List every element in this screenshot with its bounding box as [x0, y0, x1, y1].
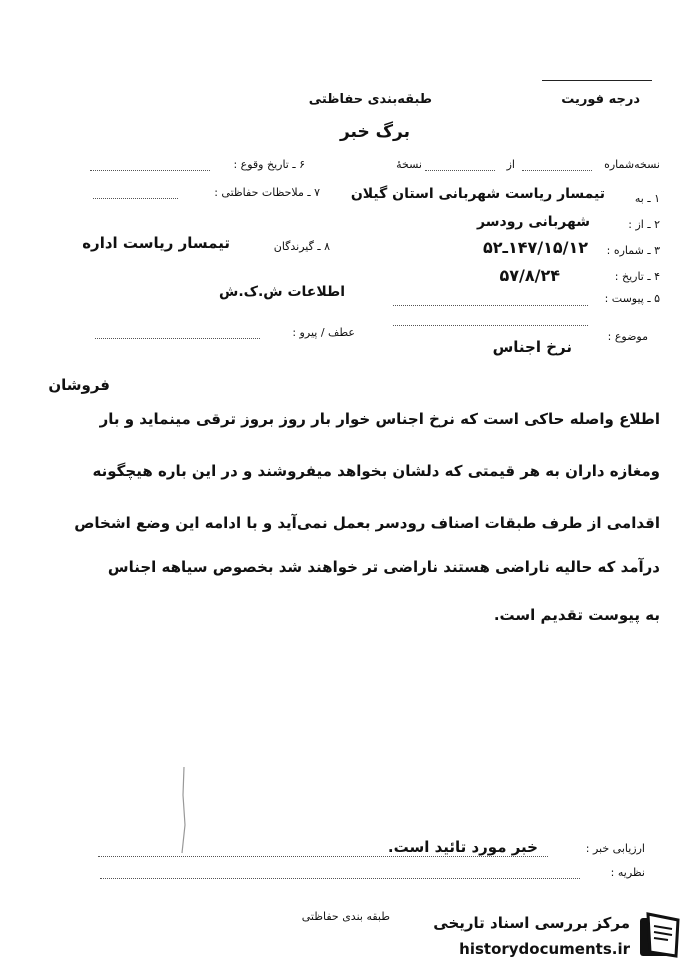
- watermark-logo: [432, 908, 682, 968]
- date-label: ۴ ـ تاریخ :: [614, 270, 660, 283]
- evaluation-value: خبر مورد تائید است.: [387, 838, 538, 856]
- recipients-label: ۸ ـ گیرندگان: [273, 240, 330, 253]
- form-title: برگ خبر: [339, 122, 410, 142]
- watermark-title: مرکز بررسی اسناد تاریخی: [433, 914, 630, 932]
- document-stack-icon: [638, 912, 682, 960]
- date-of-event-label: ۶ ـ تاریخ وقوع :: [233, 158, 305, 171]
- to-label: ۱ ـ به: [634, 192, 660, 205]
- margin-mark: [174, 765, 194, 855]
- date-value: ۵۷/۸/۲۴: [499, 266, 560, 285]
- from-value: شهربانی رودسر: [477, 214, 590, 230]
- evaluation-label: ارزیابی خبر :: [585, 842, 645, 855]
- reference-dots: [95, 338, 260, 339]
- evaluation-dots: [98, 856, 548, 857]
- classification-top: طبقه‌بندی حفاظتی: [308, 92, 432, 107]
- attachment-dots: [393, 305, 588, 306]
- of-label: از: [506, 158, 515, 171]
- of-dots: [425, 170, 495, 171]
- body-line-5: به پیوست تقدیم است.: [493, 606, 660, 624]
- priority-label: درجه فوریت: [561, 92, 640, 107]
- protective-notes-dots: [93, 198, 178, 199]
- body-line-2: ومغازه داران به هر قیمتی که دلشان بخواهد میفروشند و در این باره هیچگونه: [92, 462, 660, 480]
- copy-label: نسخهٔ: [396, 158, 422, 171]
- copy-number-label: نسخه‌شماره: [604, 158, 660, 171]
- to-value: تیمسار ریاست شهربانی استان گیلان: [350, 186, 605, 202]
- number-value: ۱۴۷/۱۵/۱۲ـ۵۲: [482, 238, 588, 257]
- opinion-label: نظریه :: [610, 866, 645, 879]
- subject-dots: [393, 325, 588, 326]
- recipients-value-1: تیمسار ریاست اداره: [82, 234, 230, 252]
- priority-underline: [542, 80, 652, 81]
- recipients-value-2: اطلاعات ش.ک.ش: [219, 284, 345, 300]
- attachment-label: ۵ ـ پیوست :: [604, 292, 660, 305]
- subject-value: نرخ اجناس: [492, 338, 572, 356]
- subject-label: موضوع :: [607, 330, 648, 343]
- number-label: ۳ ـ شماره :: [606, 244, 660, 257]
- body-line-4: درآمد که حالیه ناراضی هستند ناراضی تر خواهند شد بخصوص سیاهه اجناس: [107, 558, 660, 576]
- copy-number-dots: [522, 170, 592, 171]
- protective-notes-label: ۷ ـ ملاحظات حفاظتی :: [214, 186, 320, 199]
- opinion-dots: [100, 878, 580, 879]
- classification-bottom: طبقه بندی حفاظتی: [301, 910, 390, 923]
- body-line-3: اقدامی از طرف طبقات اصناف رودسر بعمل نمی‌آید و با ادامه این وضع اشخاص: [74, 514, 660, 532]
- date-of-event-dots: [90, 170, 210, 171]
- reference-label: عطف / پیرو :: [292, 326, 355, 339]
- from-label: ۲ ـ از :: [628, 218, 660, 231]
- watermark-url: historydocuments.ir: [459, 940, 630, 958]
- body-line-1: اطلاع واصله حاکی است که نرخ اجناس خوار بار روز بروز ترقی مینماید و بار: [99, 410, 660, 428]
- body-heading: فروشان: [48, 376, 110, 394]
